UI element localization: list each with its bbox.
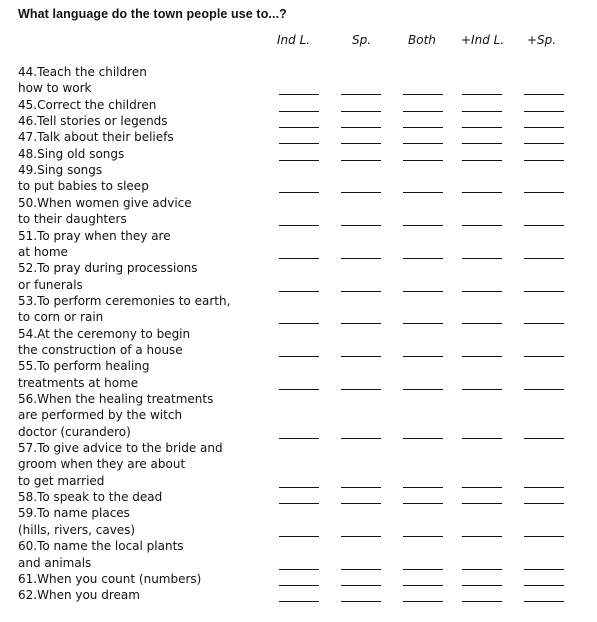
column-header-both: Both (408, 33, 436, 47)
question-first-line (18, 113, 168, 129)
answer-blank[interactable] (524, 389, 564, 390)
answer-blank[interactable] (462, 389, 502, 390)
answer-blank[interactable] (524, 536, 564, 537)
question-continuation-line: to put babies to sleep (18, 179, 149, 194)
answer-blank[interactable] (279, 94, 319, 95)
answer-blank[interactable] (279, 536, 319, 537)
question-first-line (18, 538, 184, 554)
question-first-line (18, 97, 156, 113)
question-continuation-line: the construction of a house (18, 342, 183, 357)
question-text: Correct the children (37, 97, 157, 112)
answer-blank[interactable] (403, 143, 443, 144)
question-first-line (18, 489, 162, 505)
answer-blank[interactable] (341, 569, 381, 570)
answer-blank[interactable] (279, 192, 319, 193)
question-continuation-line: groom when they are about (18, 457, 186, 472)
question-number: 48. (18, 146, 38, 161)
answer-blank[interactable] (524, 127, 564, 128)
answer-blank[interactable] (403, 323, 443, 324)
answer-blank[interactable] (403, 160, 443, 161)
answer-blank[interactable] (403, 94, 443, 95)
question-first-line (18, 162, 102, 178)
answer-blank[interactable] (341, 356, 381, 357)
question-number: 46. (18, 114, 38, 129)
answer-blank[interactable] (341, 143, 381, 144)
answer-blank[interactable] (279, 356, 319, 357)
column-header-plus-ind-l: +Ind L. (461, 33, 505, 47)
question-text: To pray during processions (37, 261, 198, 276)
question-number: 53. (18, 293, 38, 308)
question-text: To speak to the dead (37, 490, 163, 505)
answer-blank[interactable] (403, 225, 443, 226)
question-number: 55. (18, 359, 38, 374)
question-text: At the ceremony to begin (37, 326, 191, 341)
answer-blank[interactable] (524, 601, 564, 602)
question-text: To name places (37, 506, 130, 521)
question-number: 62. (18, 588, 38, 603)
answer-blank[interactable] (403, 356, 443, 357)
answer-blank[interactable] (462, 569, 502, 570)
answer-blank[interactable] (524, 225, 564, 226)
answer-blank[interactable] (341, 438, 381, 439)
answer-blank[interactable] (524, 258, 564, 259)
question-number: 45. (18, 97, 38, 112)
answer-blank[interactable] (341, 585, 381, 586)
answer-blank[interactable] (279, 127, 319, 128)
question-continuation-line: and animals (18, 555, 92, 570)
answer-blank[interactable] (462, 94, 502, 95)
answer-blank[interactable] (341, 323, 381, 324)
answer-blank[interactable] (462, 503, 502, 504)
answer-blank[interactable] (524, 569, 564, 570)
question-text: To perform healing (37, 359, 150, 374)
question-continuation-line: treatments at home (18, 375, 139, 390)
answer-blank[interactable] (462, 323, 502, 324)
answer-blank[interactable] (524, 143, 564, 144)
answer-blank[interactable] (462, 111, 502, 112)
question-number: 52. (18, 261, 38, 276)
column-header-ind-l: Ind L. (277, 33, 311, 47)
question-text: Tell stories or legends (37, 114, 168, 129)
question-first-line (18, 195, 192, 211)
answer-blank[interactable] (279, 438, 319, 439)
answer-blank[interactable] (462, 438, 502, 439)
question-continuation-line: at home (18, 244, 68, 259)
question-number: 47. (18, 130, 38, 145)
answer-blank[interactable] (403, 585, 443, 586)
answer-blank[interactable] (403, 291, 443, 292)
question-continuation-line: (hills, rivers, caves) (18, 522, 136, 537)
question-first-line (18, 440, 223, 456)
answer-blank[interactable] (341, 94, 381, 95)
column-header-plus-sp: +Sp. (527, 33, 557, 47)
answer-blank[interactable] (403, 438, 443, 439)
answer-blank[interactable] (403, 111, 443, 112)
answer-blank[interactable] (403, 503, 443, 504)
question-number: 49. (18, 163, 38, 178)
answer-blank[interactable] (341, 111, 381, 112)
question-first-line (18, 293, 230, 309)
answer-blank[interactable] (403, 192, 443, 193)
question-number: 50. (18, 195, 38, 210)
question-text: When you dream (37, 588, 140, 603)
answer-blank[interactable] (462, 585, 502, 586)
question-number: 61. (18, 571, 38, 586)
column-header-sp: Sp. (352, 33, 372, 47)
question-first-line (18, 146, 124, 162)
question-number: 58. (18, 490, 38, 505)
answer-blank[interactable] (524, 503, 564, 504)
answer-blank[interactable] (341, 487, 381, 488)
question-text: When you count (numbers) (37, 571, 202, 586)
answer-blank[interactable] (279, 291, 319, 292)
answer-blank[interactable] (279, 111, 319, 112)
answer-blank[interactable] (279, 160, 319, 161)
question-text: To give advice to the bride and (37, 441, 223, 456)
answer-blank[interactable] (524, 160, 564, 161)
answer-blank[interactable] (279, 258, 319, 259)
question-continuation-line: are performed by the witch (18, 408, 183, 423)
answer-blank[interactable] (462, 225, 502, 226)
answer-blank[interactable] (462, 192, 502, 193)
answer-blank[interactable] (403, 127, 443, 128)
question-number: 56. (18, 392, 38, 406)
answer-blank[interactable] (341, 258, 381, 259)
question-first-line (18, 391, 213, 407)
answer-blank[interactable] (279, 323, 319, 324)
answer-blank[interactable] (524, 438, 564, 439)
question-first-line (18, 260, 198, 276)
question-text: Sing songs (37, 163, 103, 178)
question-number: 57. (18, 441, 38, 456)
answer-blank[interactable] (279, 601, 319, 602)
answer-blank[interactable] (524, 111, 564, 112)
answer-blank[interactable] (341, 291, 381, 292)
answer-blank[interactable] (524, 487, 564, 488)
question-text: Teach the children (37, 65, 147, 79)
question-first-line (18, 358, 150, 374)
question-first-line (18, 587, 140, 603)
question-first-line (18, 129, 174, 145)
answer-blank[interactable] (403, 487, 443, 488)
answer-blank[interactable] (279, 569, 319, 570)
answer-blank[interactable] (462, 160, 502, 161)
answer-blank[interactable] (341, 536, 381, 537)
answer-blank[interactable] (462, 536, 502, 537)
question-continuation-line: to get married (18, 473, 105, 488)
answer-blank[interactable] (462, 143, 502, 144)
question-continuation-line: doctor (curandero) (18, 424, 131, 439)
answer-blank[interactable] (462, 487, 502, 488)
survey-title: What language do the town people use to...? (18, 7, 287, 21)
question-number: 44. (18, 65, 38, 79)
answer-blank[interactable] (524, 323, 564, 324)
answer-blank[interactable] (462, 258, 502, 259)
question-text: Sing old songs (37, 146, 125, 161)
question-text: Talk about their beliefs (37, 130, 174, 145)
question-first-line (18, 228, 171, 244)
question-text: To perform ceremonies to earth, (37, 293, 231, 308)
answer-blank[interactable] (403, 536, 443, 537)
answer-blank[interactable] (341, 160, 381, 161)
answer-blank[interactable] (462, 291, 502, 292)
answer-blank[interactable] (341, 192, 381, 193)
answer-blank[interactable] (403, 569, 443, 570)
answer-blank[interactable] (341, 503, 381, 504)
question-number: 51. (18, 228, 38, 243)
answer-blank[interactable] (403, 389, 443, 390)
answer-blank[interactable] (462, 127, 502, 128)
question-continuation-line: to corn or rain (18, 310, 104, 325)
question-number: 54. (18, 326, 38, 341)
answer-blank[interactable] (279, 389, 319, 390)
answer-blank[interactable] (279, 487, 319, 488)
answer-blank[interactable] (462, 356, 502, 357)
answer-blank[interactable] (524, 94, 564, 95)
question-first-line (18, 571, 201, 587)
question-text: When women give advice (37, 195, 192, 210)
question-text: To name the local plants (37, 539, 184, 554)
answer-blank[interactable] (341, 601, 381, 602)
question-continuation-line: how to work (18, 81, 92, 96)
question-continuation-line: or funerals (18, 277, 83, 292)
question-text: When the healing treatments (37, 392, 214, 406)
answer-blank[interactable] (524, 192, 564, 193)
answer-blank[interactable] (524, 585, 564, 586)
answer-blank[interactable] (403, 258, 443, 259)
answer-blank[interactable] (524, 291, 564, 292)
answer-blank[interactable] (403, 601, 443, 602)
answer-blank[interactable] (279, 503, 319, 504)
answer-blank[interactable] (524, 356, 564, 357)
question-first-line (18, 64, 147, 80)
question-continuation-line: to their daughters (18, 212, 127, 227)
answer-blank[interactable] (341, 225, 381, 226)
question-first-line (18, 326, 190, 342)
answer-blank[interactable] (341, 389, 381, 390)
answer-blank[interactable] (279, 225, 319, 226)
question-first-line (18, 505, 130, 521)
question-number: 59. (18, 506, 38, 521)
answer-blank[interactable] (279, 143, 319, 144)
answer-blank[interactable] (462, 601, 502, 602)
answer-blank[interactable] (279, 585, 319, 586)
question-text: To pray when they are (37, 228, 171, 243)
answer-blank[interactable] (341, 127, 381, 128)
question-number: 60. (18, 539, 38, 554)
